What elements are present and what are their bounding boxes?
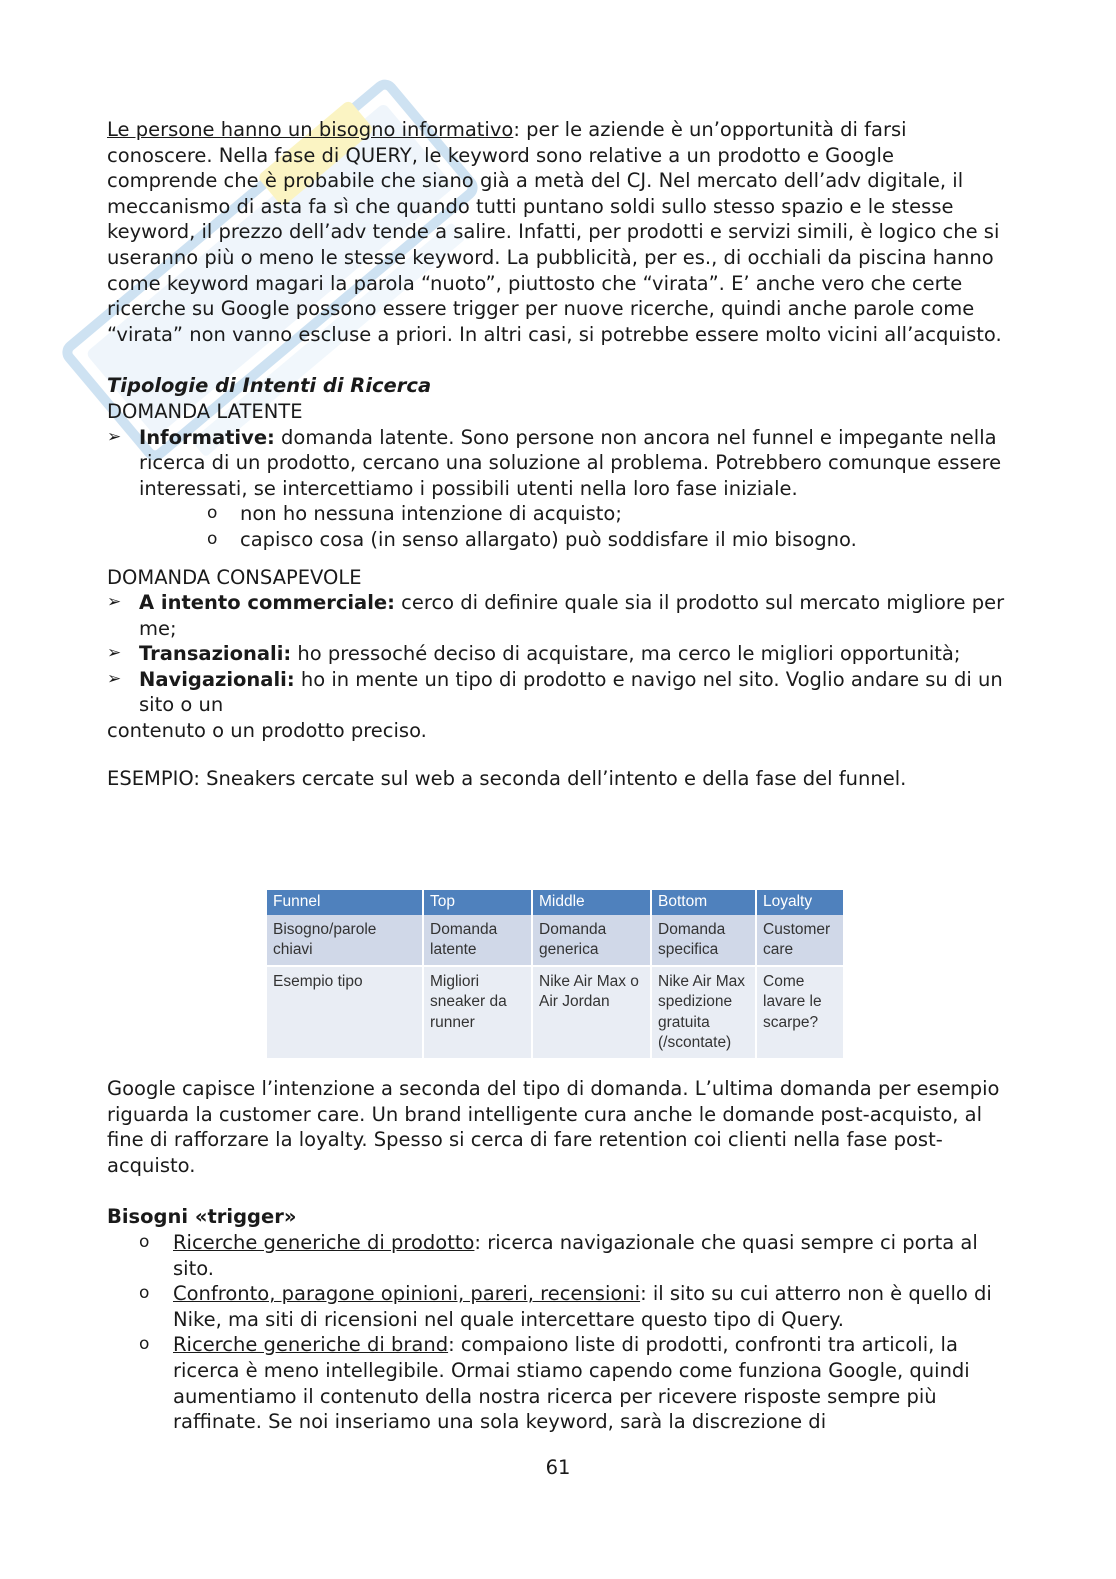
page-number: 61	[545, 1456, 571, 1479]
bullet-text: cerco di definire quale sia il prodotto sul mercato migliore per me;	[139, 591, 1005, 640]
intro-text: : per le aziende è un’opportunità di farsi conoscere. Nella fase di QUERY, le keyword sono relative a un prodotto e Google comprende che è probabile che siano già a metà del CJ. Nel mercato dell’adv digitale, il meccanismo di asta fa sì che quando tutti puntano soldi sullo stesso spazio e le stesse keyword, il prezzo dell’adv tende a salire. Infatti, per prodotti e servizi simili, è logico che si useranno più o meno le stesse keyword. La pubblicità, per es., di occhiali da piscina hanno come keyword magari la parola “nuoto”, piuttosto che “virata”. E’ anche vero che certe ricerche su Google possono essere trigger per nuove ricerche, quindi anche parole come “virata” non vanno escluse a priori. In altri casi, si potrebbe essere molto vicini all’acquisto.	[107, 118, 1002, 346]
list-item	[107, 590, 1007, 641]
intro-paragraph	[107, 117, 1007, 347]
document-body	[107, 117, 1007, 791]
circle-bullet-icon: o	[207, 503, 218, 524]
document-body-continued	[107, 1076, 1007, 1435]
table-row	[267, 915, 843, 966]
bullet-text: ho in mente un tipo di prodotto e navigo nel sito. Voglio andare su di un sito o un	[139, 667, 1003, 717]
domanda-latente-label: DOMANDA LATENTE	[107, 399, 303, 423]
trigger-item-text: : ricerca navigazionale che quasi sempre ci porta al sito.	[173, 1230, 978, 1280]
table-cell: Bisogno/parole chiavi	[267, 915, 423, 966]
intro-underlined: Le persone hanno un bisogno informativo	[107, 118, 514, 141]
table-cell: Domanda generica	[532, 915, 651, 966]
table-row	[267, 966, 843, 1058]
sub-item-text: capisco cosa (in senso allargato) può soddisfare il mio bisogno.	[240, 527, 857, 551]
trigger-list	[107, 1230, 1007, 1435]
bullet-text: ho pressoché deciso di acquistare, ma cerco le migliori opportunità;	[291, 642, 961, 666]
table-cell: Customer care	[756, 915, 843, 966]
arrow-bullet-icon: ➢	[107, 592, 122, 613]
circle-bullet-icon: o	[139, 1231, 150, 1252]
table-cell: Domanda latente	[423, 915, 532, 966]
bullet-bold: A intento commerciale:	[139, 591, 395, 615]
after-table-paragraph: Google capisce l’intenzione a seconda del tipo di domanda. L’ultima domanda per esempio riguarda la customer care. Un brand intelligente cura anche le domande post-acquisto, al fine di rafforzare la loyalty. Spesso si cerca di fare retention coi clienti nella fase post-acquisto.	[107, 1077, 1000, 1177]
list-item	[139, 1332, 1007, 1434]
circle-bullet-icon: o	[207, 528, 218, 549]
trigger-item-text: : compaiono liste di prodotti, confronti tra articoli, la ricerca è meno intellegibile. Ormai stiamo capendo come funziona Google, quindi aumentiamo il contenuto della nostra ricerca per ricevere risposte sempre più raffinate. Se noi inseriamo una sola keyword, sarà la discrezione di	[173, 1333, 970, 1434]
circle-bullet-icon: o	[139, 1283, 150, 1304]
table-cell: Esempio tipo	[267, 966, 423, 1058]
sub-item	[207, 527, 1007, 553]
domanda-consapevole-label: DOMANDA CONSAPEVOLE	[107, 565, 362, 589]
consapevole-list	[107, 590, 1007, 718]
table-header-cell: Top	[423, 890, 532, 915]
trigger-item-text: : il sito su cui atterro non è quello di Nike, ma siti di ricensioni nel quale intercettare questo tipo di Query.	[173, 1282, 992, 1331]
table-cell: Migliori sneaker da runner	[423, 966, 532, 1058]
table-header-cell: Bottom	[651, 890, 756, 915]
tipologie-heading: Tipologie di Intenti di Ricerca	[107, 374, 432, 398]
list-item	[139, 1230, 1007, 1281]
trigger-heading: Bisogni «trigger»	[107, 1205, 297, 1229]
latente-sub-list	[107, 501, 1007, 552]
bullet-bold: Navigazionali:	[139, 667, 295, 691]
table-cell: Domanda specifica	[651, 915, 756, 966]
circle-bullet-icon: o	[139, 1334, 150, 1355]
table-header-row	[267, 890, 843, 915]
sub-item-text: non ho nessuna intenzione di acquisto;	[240, 502, 622, 526]
sub-item	[207, 501, 1007, 527]
table-cell: Nike Air Max spedizione gratuita (/scontate)	[651, 966, 756, 1058]
bullet-bold: Informative:	[139, 425, 275, 449]
trigger-item-underlined: Confronto, paragone opinioni, pareri, recensioni	[173, 1282, 641, 1306]
bullet-bold: Transazionali:	[139, 642, 292, 666]
consapevole-tail: contenuto o un prodotto preciso.	[107, 719, 427, 743]
table-cell: Nike Air Max o Air Jordan	[532, 966, 651, 1058]
table-header-cell: Middle	[532, 890, 651, 915]
list-item	[107, 641, 1007, 667]
list-item	[107, 425, 1007, 502]
trigger-item-underlined: Ricerche generiche di brand	[173, 1333, 449, 1357]
arrow-bullet-icon: ➢	[107, 668, 122, 689]
esempio-line: ESEMPIO: Sneakers cercate sul web a seconda dell’intento e della fase del funnel.	[107, 766, 907, 790]
latente-list	[107, 425, 1007, 502]
arrow-bullet-icon: ➢	[107, 643, 122, 664]
list-item	[107, 667, 1007, 718]
arrow-bullet-icon: ➢	[107, 426, 122, 447]
trigger-item-underlined: Ricerche generiche di prodotto	[173, 1230, 475, 1254]
table-header-cell: Funnel	[267, 890, 423, 915]
table-cell: Come lavare le scarpe?	[756, 966, 843, 1058]
bullet-text: domanda latente. Sono persone non ancora nel funnel e impegante nella ricerca di un prodotto, cercano una soluzione al problema. Potrebbero comunque essere interessati, se intercettiamo i possibili utenti nella loro fase iniziale.	[139, 425, 1002, 500]
list-item	[139, 1281, 1007, 1332]
table-header-cell: Loyalty	[756, 890, 843, 915]
funnel-table	[267, 890, 843, 1058]
